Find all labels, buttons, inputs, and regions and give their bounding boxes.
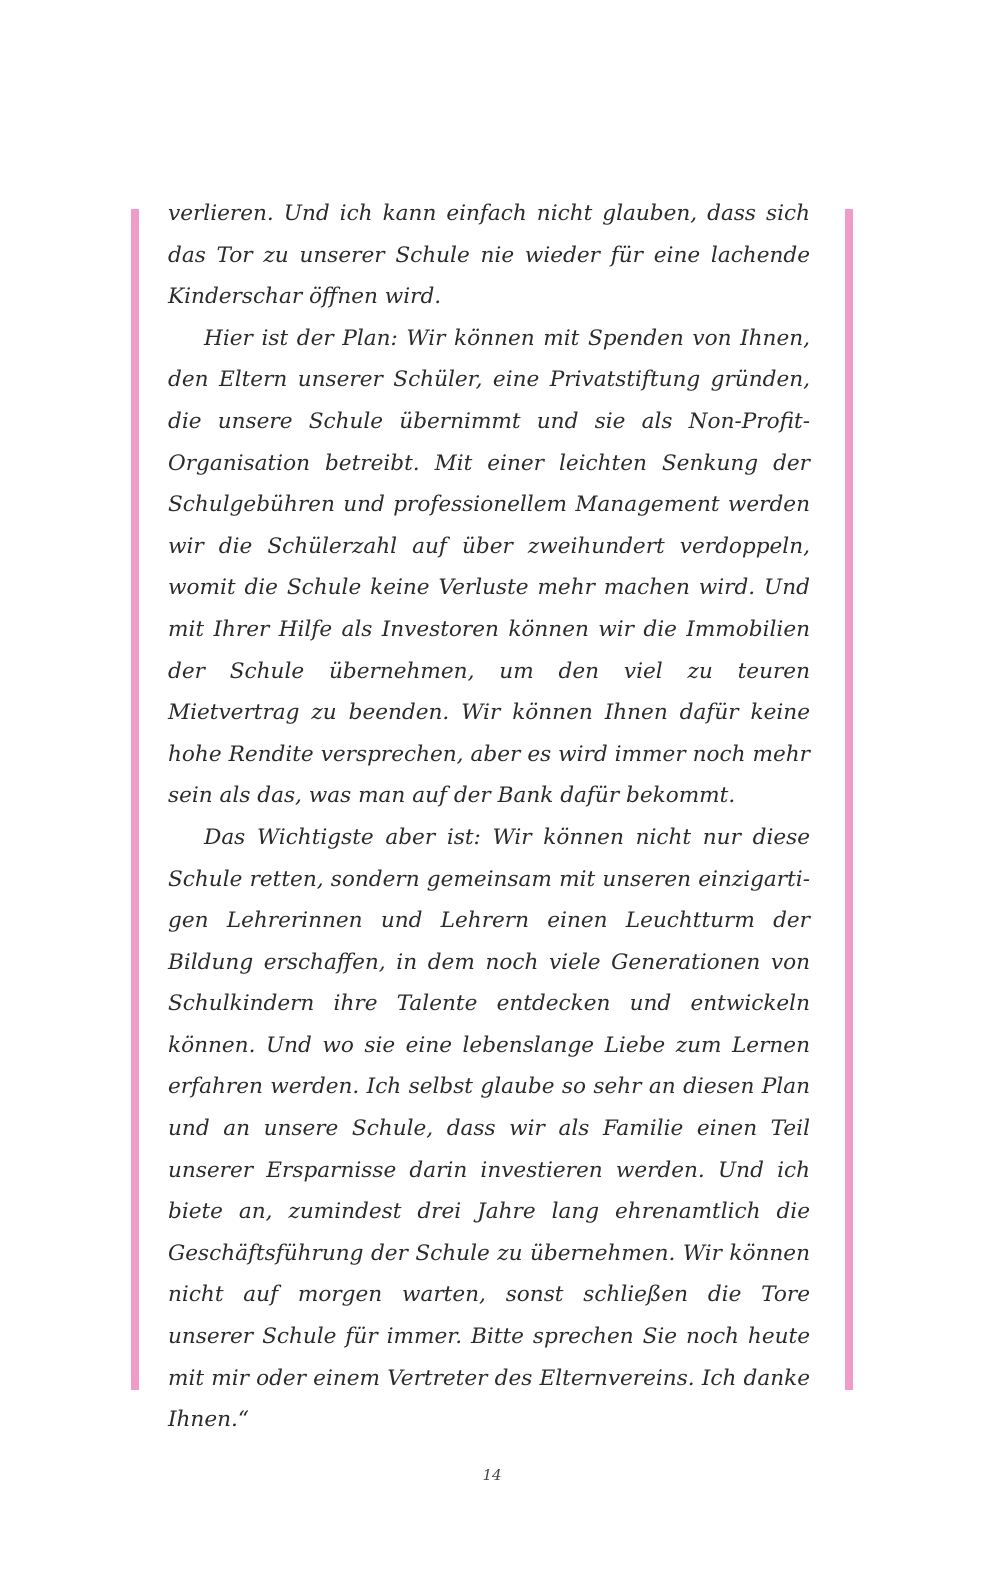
body-text xyxy=(168,193,810,1441)
paragraph-most-important: Das Wichtigste aber ist: Wir können nicht nur diese Schule retten, sondern gemeinsam mit unseren einzigartigen Lehrerinnen und Lehrern einen Leuchtturm der Bildung erschaffen, in dem noch viele Generationen von Schulkindern ihre Talente entdecken und entwickeln können. Und wo sie eine lebenslange Liebe zum Lernen erfahren werden. Ich selbst glaube so sehr an diesen Plan und an unsere Schule, dass wir als Familie einen Teil unserer Ersparnisse darin investieren werden. Und ich biete an, zumindest drei Jahre lang ehrenamtlich die Geschäftsführung der Schule zu übernehmen. Wir können nicht auf morgen warten, sonst schließen die Tore unserer Schule für immer. Bitte sprechen Sie noch heute mit mir oder einem Vertreter des Elternvereins. Ich danke Ihnen.“ xyxy=(168,824,810,1433)
right-margin-bar xyxy=(845,209,853,1390)
paragraph-plan: Hier ist der Plan: Wir können mit Spenden von Ihnen, den Eltern unserer Schüler, eine Privatstiftung gründen, die unsere Schule übernimmt und sie als Non-Profit-Organisation betreibt. Mit einer leichten Senkung der Schulgebühren und professionellem Management werden wir die Schülerzahl auf über zweihundert verdoppeln, womit die Schule keine Verluste mehr machen wird. Und mit Ihrer Hilfe als Investoren können wir die Immobilien der Schule übernehmen, um den viel zu teuren Mietvertrag zu beenden. Wir können Ihnen dafür keine hohe Rendite versprechen, aber es wird immer noch mehr sein als das, was man auf der Bank dafür bekommt. xyxy=(168,325,810,809)
left-margin-bar xyxy=(131,209,139,1390)
page-number: 14 xyxy=(482,1466,502,1484)
paragraph-continued: verlieren. Und ich kann einfach nicht glauben, dass sich das Tor zu unserer Schule nie wieder für eine lachende Kinderschar öffnen wird. xyxy=(168,201,810,310)
